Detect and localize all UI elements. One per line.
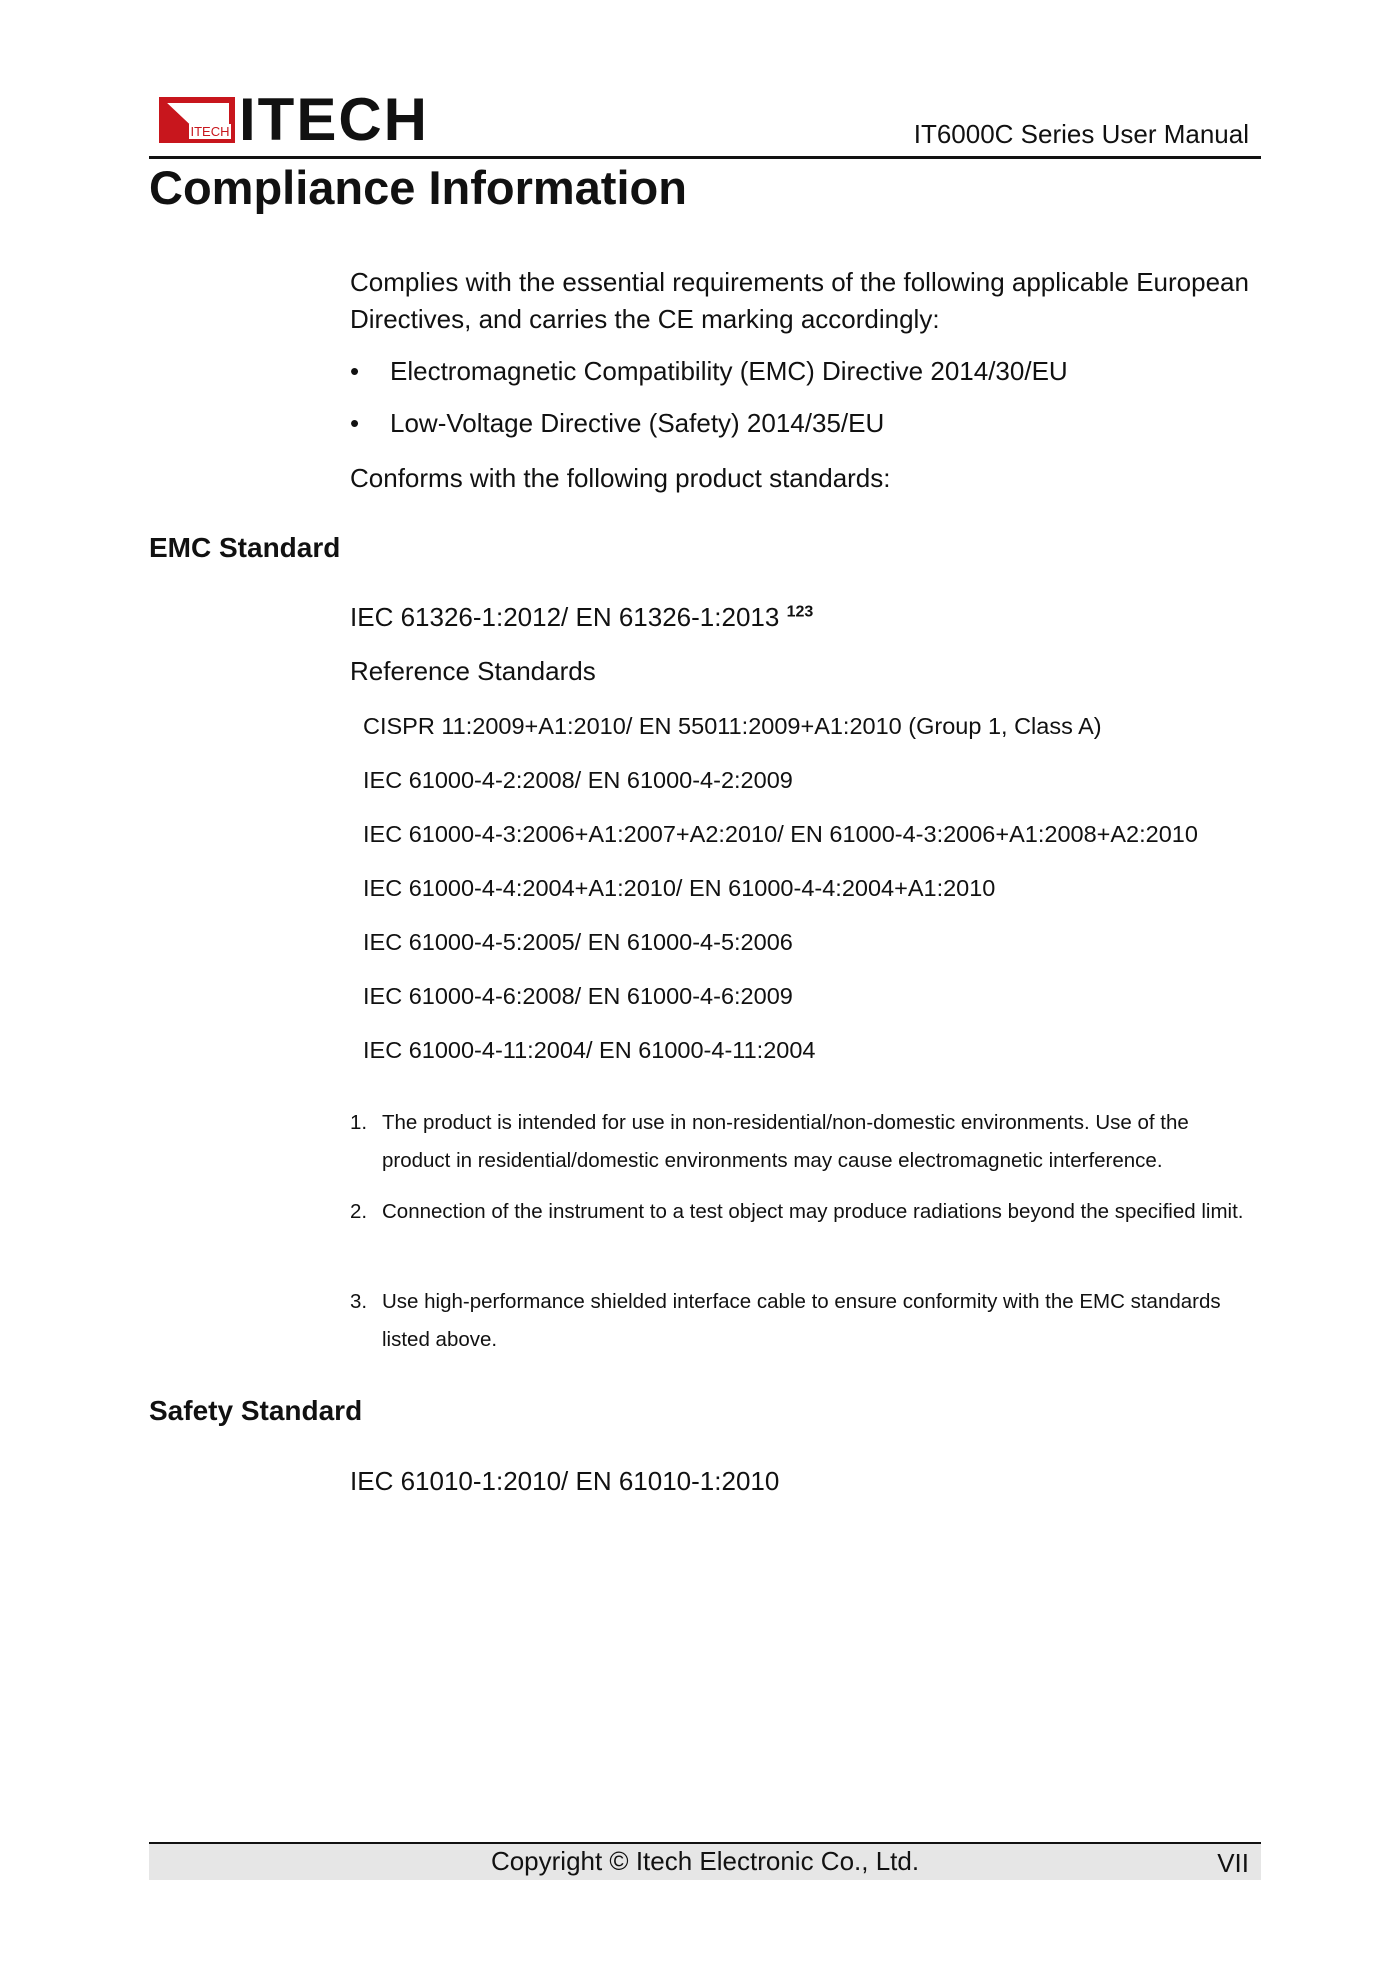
itech-logo-icon (159, 97, 235, 143)
safety-heading: Safety Standard (149, 1395, 363, 1426)
footnote-markers: 123 (786, 603, 814, 621)
footnote-number: 1. (350, 1111, 368, 1134)
footnote-text: Use high-performance shielded interface cable to ensure conformity with the EMC standards listed above. (382, 1290, 1221, 1351)
bullet-icon: • (350, 408, 360, 438)
reference-standard: IEC 61000-4-6:2008/ EN 61000-4-6:2009 (363, 983, 793, 1009)
footnote-text: The product is intended for use in non-residential/non-domestic environments. Use of the product in residential/domestic environments may cause electromagnetic interference. (382, 1111, 1189, 1172)
logo-wordmark: ITECH (239, 86, 429, 153)
page-header (149, 86, 1261, 159)
reference-standard: IEC 61000-4-5:2005/ EN 61000-4-5:2006 (363, 929, 793, 955)
conforms-text: Conforms with the following product standards: (350, 463, 891, 493)
emc-main-standard-text: IEC 61326-1:2012/ EN 61326-1:2013 (350, 602, 780, 632)
emc-heading: EMC Standard (149, 532, 341, 563)
reference-standards-label: Reference Standards (350, 656, 596, 686)
page-title: Compliance Information (149, 161, 687, 214)
footnote-item (350, 1283, 1260, 1359)
directive-text: Electromagnetic Compatibility (EMC) Directive 2014/30/EU (390, 356, 1068, 386)
manual-title: IT6000C Series User Manual (913, 119, 1249, 149)
page-footer (149, 1842, 1261, 1880)
intro-paragraph: Complies with the essential requirements of the following applicable European Directives, and carries the CE marking accordingly: (350, 267, 1249, 334)
reference-standard: IEC 61000-4-11:2004/ EN 61000-4-11:2004 (363, 1037, 816, 1063)
reference-standard: IEC 61000-4-3:2006+A1:2007+A2:2010/ EN 61000-4-3:2006+A1:2008+A2:2010 (363, 821, 1198, 847)
directive-text: Low-Voltage Directive (Safety) 2014/35/EU (390, 408, 885, 438)
footnote-item (350, 1104, 1260, 1180)
itech-logo (159, 86, 429, 153)
bullet-icon: • (350, 356, 360, 386)
footnote-number: 2. (350, 1200, 368, 1223)
footnote-text: Connection of the instrument to a test object may produce radiations beyond the specified limit. (382, 1200, 1244, 1223)
footnote-item (350, 1193, 1260, 1231)
safety-standard: IEC 61010-1:2010/ EN 61010-1:2010 (350, 1466, 780, 1496)
copyright-text: Copyright © Itech Electronic Co., Ltd. (490, 1846, 920, 1876)
reference-standard: CISPR 11:2009+A1:2010/ EN 55011:2009+A1:2010 (Group 1, Class A) (363, 713, 1102, 739)
page-number: VII (1217, 1848, 1249, 1878)
emc-main-standard (350, 602, 813, 633)
svg-text:ITECH: ITECH (190, 124, 230, 139)
footnote-number: 3. (350, 1290, 368, 1313)
reference-standard: IEC 61000-4-2:2008/ EN 61000-4-2:2009 (363, 767, 793, 793)
reference-standard: IEC 61000-4-4:2004+A1:2010/ EN 61000-4-4:2004+A1:2010 (363, 875, 996, 901)
